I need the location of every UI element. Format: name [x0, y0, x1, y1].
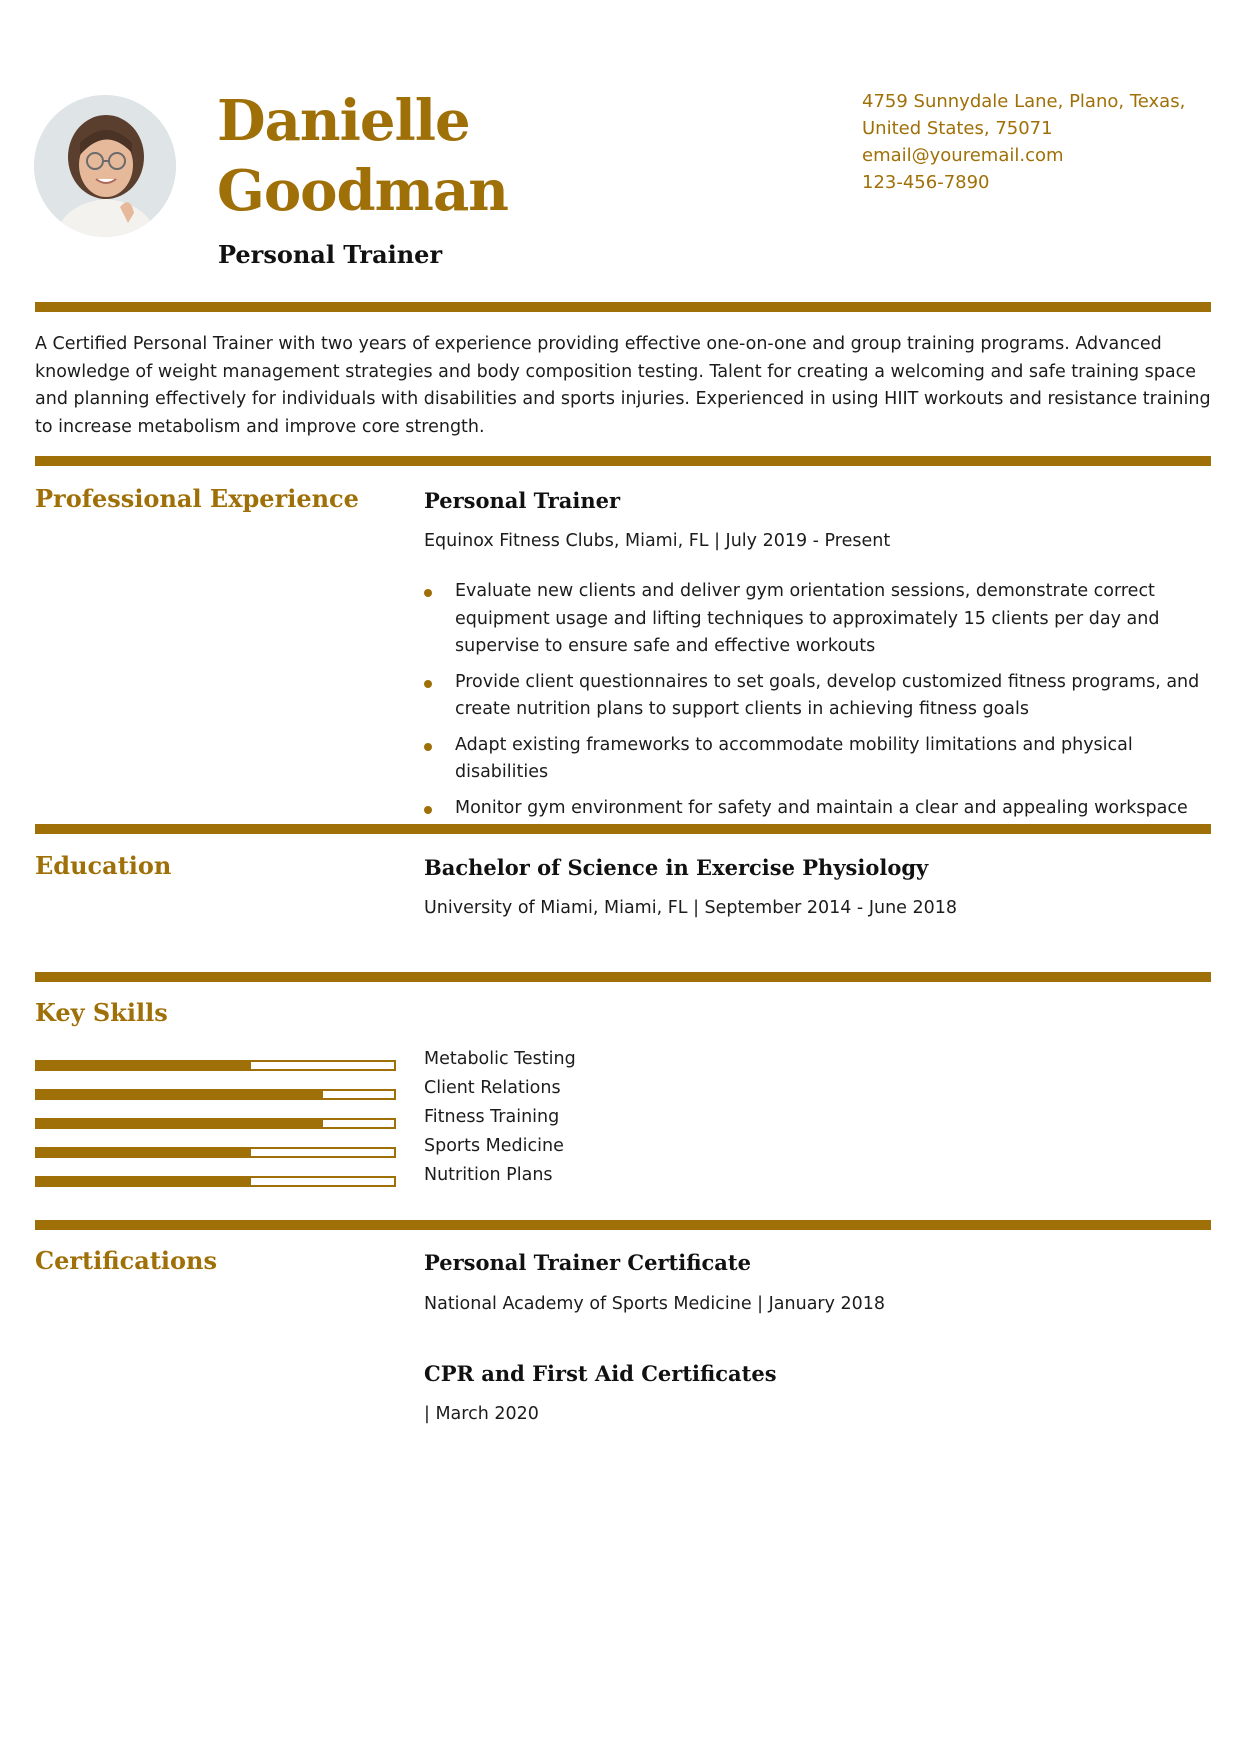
divider: [35, 302, 1211, 312]
bullet-icon: [424, 806, 432, 814]
skill-level-bar: [35, 1147, 396, 1158]
skill-level-fill: [37, 1120, 323, 1127]
skill-level-fill: [37, 1062, 251, 1069]
email-link[interactable]: email@youremail.com: [862, 145, 1064, 166]
skill-level-fill: [37, 1149, 251, 1156]
candidate-name: [217, 86, 637, 226]
divider: [35, 456, 1211, 466]
skill-level-bar: [35, 1060, 396, 1071]
bullet-icon: [424, 589, 432, 597]
divider: [35, 1220, 1211, 1230]
job-title: Personal Trainer: [218, 240, 443, 269]
education-heading: Education: [35, 851, 172, 880]
profile-photo: [34, 95, 176, 237]
profile-photo-icon: [34, 95, 176, 237]
list-item: [424, 578, 1204, 661]
certification-subtitle: | March 2020: [424, 1404, 539, 1424]
education-subtitle: University of Miami, Miami, FL | September 2014 - June 2018: [424, 898, 958, 918]
skill-row: [35, 1107, 735, 1144]
skill-name: Metabolic Testing: [424, 1049, 576, 1069]
skill-level-fill: [37, 1178, 251, 1185]
bullet-text: Provide client questionnaires to set goals, develop customized fitness programs, and create nutrition plans to support clients in achieving fitness goals: [455, 671, 1200, 719]
list-item: [424, 669, 1204, 724]
bullet-icon: [424, 680, 432, 688]
skill-row: [35, 1165, 735, 1202]
name-first: Danielle: [217, 88, 470, 154]
skill-level-fill: [37, 1091, 323, 1098]
skill-row: [35, 1049, 735, 1086]
experience-subtitle: Equinox Fitness Clubs, Miami, FL | July 2019 - Present: [424, 531, 891, 551]
skill-level-bar: [35, 1089, 396, 1100]
experience-bullets: [424, 578, 1204, 830]
skill-name: Nutrition Plans: [424, 1165, 553, 1185]
bullet-icon: [424, 743, 432, 751]
certification-subtitle: National Academy of Sports Medicine | January 2018: [424, 1294, 886, 1314]
bullet-text: Adapt existing frameworks to accommodate mobility limitations and physical disabilities: [455, 734, 1133, 782]
phone-number: 123-456-7890: [862, 172, 990, 193]
contact-block: [862, 88, 1202, 196]
name-last: Goodman: [217, 158, 508, 224]
skill-name: Client Relations: [424, 1078, 561, 1098]
certification-title: Personal Trainer Certificate: [424, 1250, 751, 1275]
bullet-text: Evaluate new clients and deliver gym orientation sessions, demonstrate correct equipment usage and lifting techniques to approximately 15 clients per day and supervise to ensure safe and effective workouts: [455, 581, 1160, 656]
divider: [35, 824, 1211, 834]
skill-level-bar: [35, 1176, 396, 1187]
list-item: [424, 795, 1204, 823]
summary-paragraph: A Certified Personal Trainer with two years of experience providing effective one-on-one and group training programs. Advanced knowledge of weight management strategies and body composition testing. Talent for creating a welcoming and safe training space and planning effectively for individuals with disabilities and sports injuries. Experienced in using HIIT workouts and resistance training to increase metabolism and improve core strength.: [35, 334, 1211, 437]
education-title: Bachelor of Science in Exercise Physiology: [424, 855, 929, 880]
address-line-2: United States, 75071: [862, 118, 1053, 139]
experience-title: Personal Trainer: [424, 488, 621, 513]
skill-row: [35, 1078, 735, 1115]
skill-name: Fitness Training: [424, 1107, 560, 1127]
skills-list: [35, 1049, 735, 1202]
address-line-1: 4759 Sunnydale Lane, Plano, Texas,: [862, 91, 1186, 112]
skills-heading: Key Skills: [35, 998, 168, 1027]
divider: [35, 972, 1211, 982]
bullet-text: Monitor gym environment for safety and maintain a clear and appealing workspace: [455, 797, 1188, 818]
certifications-heading: Certifications: [35, 1246, 218, 1275]
skill-level-bar: [35, 1118, 396, 1129]
skill-name: Sports Medicine: [424, 1136, 564, 1156]
experience-heading: Professional Experience: [35, 484, 359, 513]
list-item: [424, 732, 1204, 787]
skill-row: [35, 1136, 735, 1173]
certification-title: CPR and First Aid Certificates: [424, 1361, 777, 1386]
